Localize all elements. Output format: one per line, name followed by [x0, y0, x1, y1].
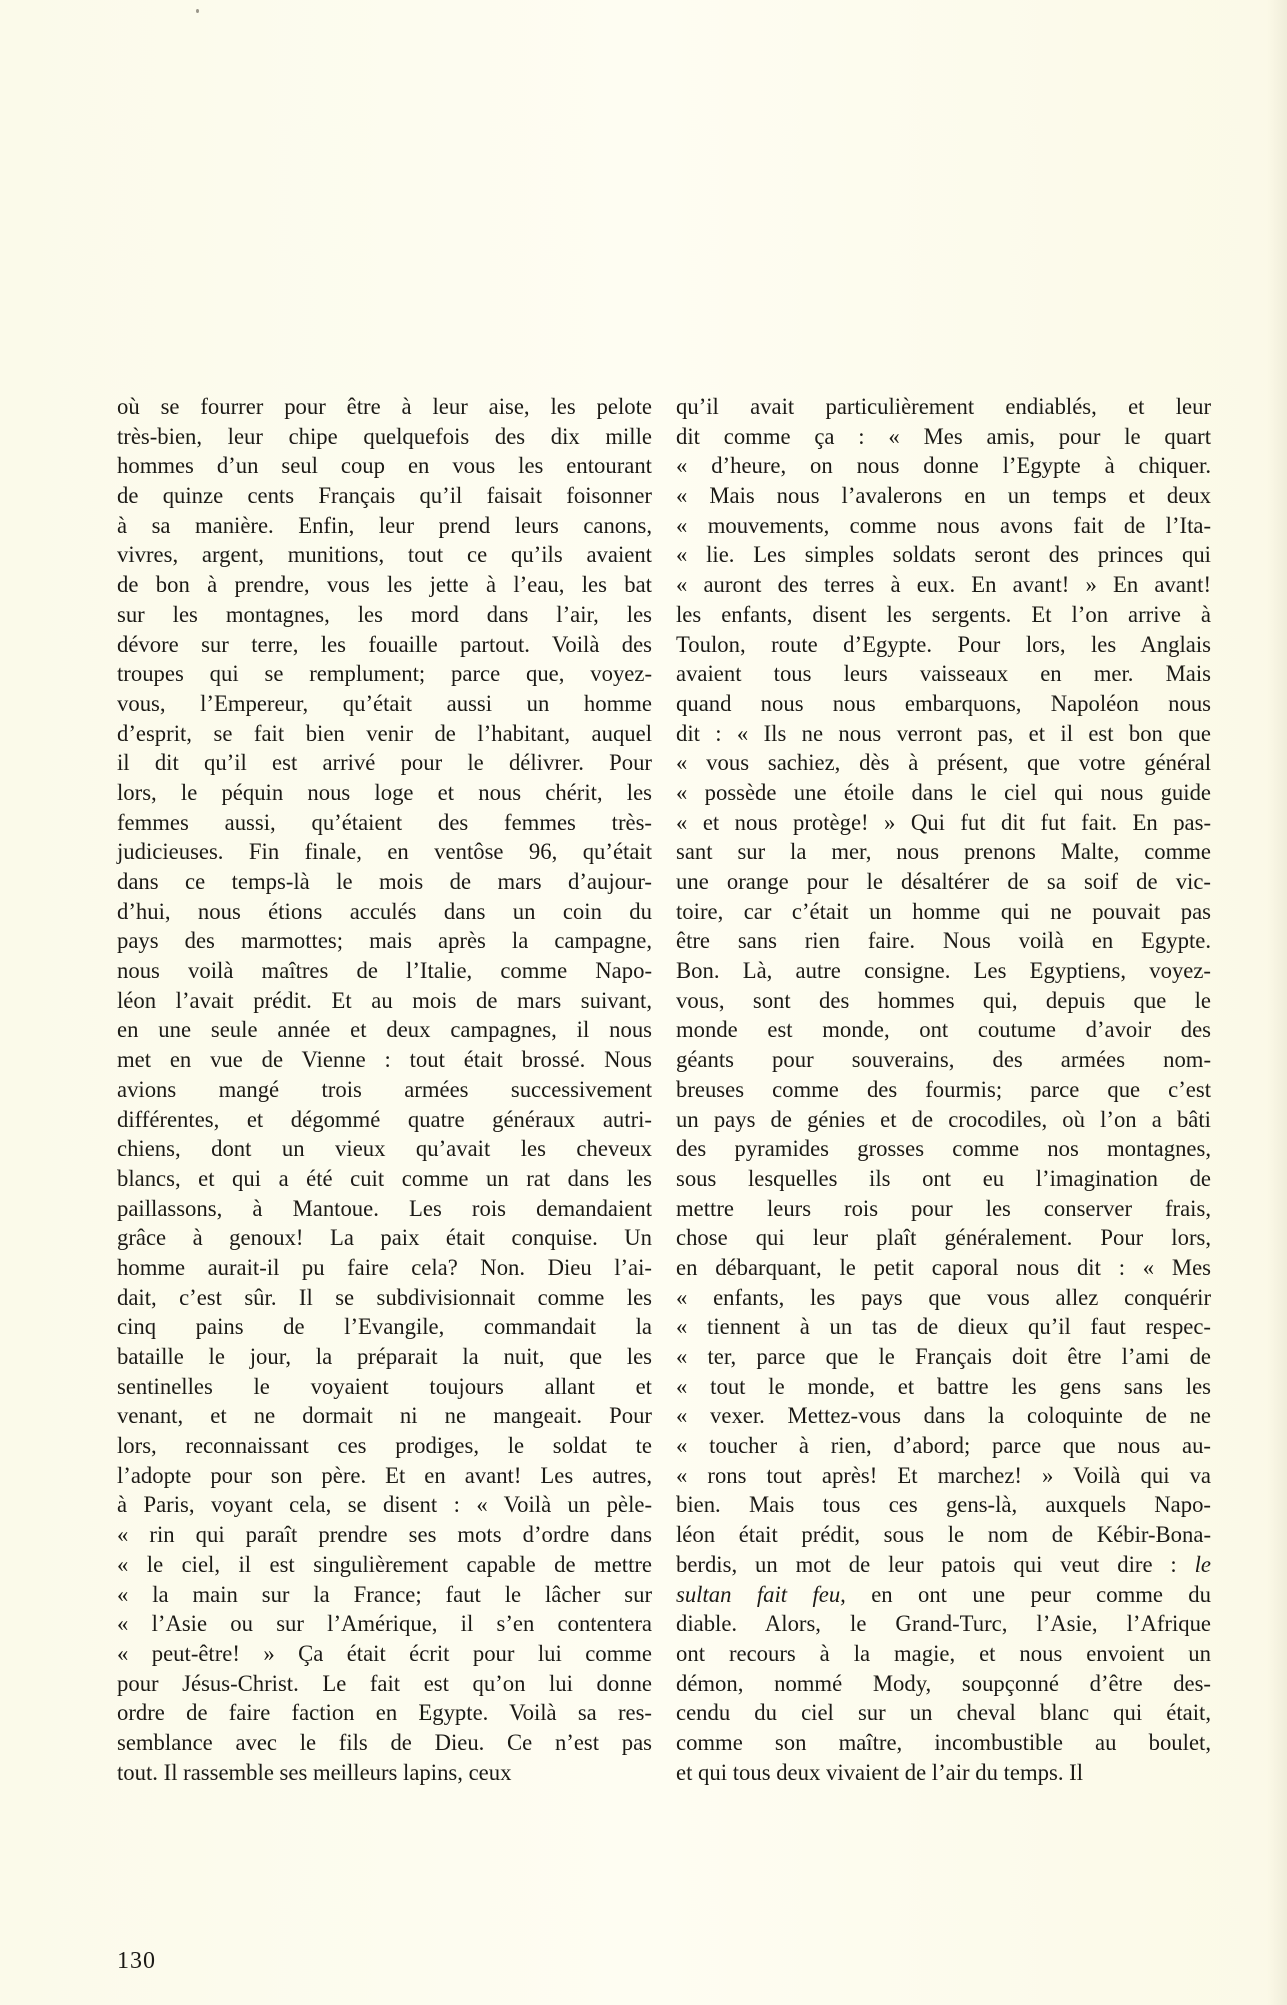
text-line: « vous sachiez, dès à présent, que votre général	[676, 750, 1211, 776]
text-line: les enfants, disent les sergents. Et l’on arrive à	[676, 601, 1211, 627]
text-line: « possède une étoile dans le ciel qui nous guide	[676, 779, 1211, 805]
text-line: sous lesquelles ils ont eu l’imagination de	[676, 1165, 1211, 1191]
text-line: en débarquant, le petit caporal nous dit : « Mes	[676, 1254, 1211, 1280]
text-line: « rin qui paraît prendre ses mots d’ordre dans	[117, 1522, 652, 1548]
text-line: léon l’avait prédit. Et au mois de mars suivant,	[117, 987, 652, 1013]
text-line: « lie. Les simples soldats seront des princes qui	[676, 542, 1211, 568]
text-line: en une seule année et deux campagnes, il nous	[117, 1017, 652, 1043]
text-line: lors, le péquin nous loge et nous chérit, les	[117, 779, 652, 805]
text-line: ordre de faire faction en Egypte. Voilà sa res-	[117, 1700, 652, 1726]
text-line: dit : « Ils ne nous verront pas, et il est bon que	[676, 720, 1211, 746]
text-line: cendu du ciel sur un cheval blanc qui était,	[676, 1700, 1211, 1726]
text-line: d’hui, nous étions acculés dans un coin du	[117, 898, 652, 924]
text-line: « auront des terres à eux. En avant! » En avant!	[676, 572, 1211, 598]
text-line: quand nous nous embarquons, Napoléon nous	[676, 690, 1211, 716]
text-line: vivres, argent, munitions, tout ce qu’ils avaient	[117, 542, 652, 568]
text-line: géants pour souverains, des armées nom-	[676, 1047, 1211, 1073]
text-line: diable. Alors, le Grand-Turc, l’Asie, l’Afrique	[676, 1611, 1211, 1637]
text-line: une orange pour le désaltérer de sa soif de vic-	[676, 869, 1211, 894]
text-line: « rons tout après! Et marchez! » Voilà qui va	[676, 1462, 1211, 1488]
text-line: à Paris, voyant cela, se disent : « Voilà un pèle-	[117, 1492, 652, 1518]
text-line: léon était prédit, sous le nom de Kébir-Bona-	[676, 1522, 1211, 1548]
paper-speck	[196, 9, 199, 13]
text-line: et qui tous deux vivaient de l’air du temps. Il	[676, 1759, 1084, 1785]
text-line: avions mangé trois armées successivement	[117, 1076, 652, 1102]
text-line: troupes qui se remplument; parce que, voyez-	[117, 661, 652, 687]
text-line: bataille le jour, la préparait la nuit, que les	[117, 1344, 652, 1369]
text-line: « Mais nous l’avalerons en un temps et deux	[676, 483, 1211, 509]
text-line: tout. Il rassemble ses meilleurs lapins, ceux	[117, 1759, 512, 1785]
text-line: met en vue de Vienne : tout était brossé. Nous	[117, 1047, 652, 1073]
text-line: vous, l’Empereur, qu’était aussi un homme	[117, 690, 652, 716]
text-line: il dit qu’il est arrivé pour le délivrer. Pour	[117, 750, 652, 776]
text-line: pour Jésus-Christ. Le fait est qu’on lui donne	[117, 1670, 652, 1696]
text-line: « et nous protège! » Qui fut dit fut fait. En pas-	[676, 809, 1211, 835]
text-line: dait, c’est sûr. Il se subdivisionnait comme les	[117, 1284, 652, 1310]
text-line: Bon. Là, autre consigne. Les Egyptiens, voyez-	[676, 958, 1211, 984]
page-number: 130	[117, 1948, 156, 1974]
text-line: lors, reconnaissant ces prodiges, le soldat te	[117, 1433, 652, 1459]
text-line: venant, et ne dormait ni ne mangeait. Pour	[117, 1403, 652, 1429]
text-line: un pays de génies et de crocodiles, où l’on a bâti	[676, 1106, 1211, 1132]
text-line: de bon à prendre, vous les jette à l’eau, les bat	[117, 572, 652, 598]
text-line: comme son maître, incombustible au boulet,	[676, 1729, 1211, 1755]
text-line: Toulon, route d’Egypte. Pour lors, les Anglais	[676, 631, 1211, 657]
text-line: dans ce temps-là le mois de mars d’aujour-	[117, 869, 652, 894]
text-line: sentinelles le voyaient toujours allant et	[117, 1373, 652, 1399]
text-line: avaient tous leurs vaisseaux en mer. Mais	[676, 661, 1211, 687]
text-line: « ter, parce que le Français doit être l’ami de	[676, 1344, 1211, 1369]
text-line: sant sur la mer, nous prenons Malte, comme	[676, 839, 1211, 865]
text-line: paillassons, à Mantoue. Les rois demandaient	[117, 1195, 652, 1221]
text-line: nous voilà maîtres de l’Italie, comme Napo-	[117, 958, 652, 984]
text-line: chose qui leur plaît généralement. Pour lors,	[676, 1225, 1211, 1251]
text-line: sultan fait feu, en ont une peur comme du	[676, 1581, 1211, 1607]
text-line: pays des marmottes; mais après la campagne,	[117, 928, 652, 954]
text-line: « tout le monde, et battre les gens sans les	[676, 1373, 1211, 1399]
text-line: monde est monde, ont coutume d’avoir des	[676, 1017, 1211, 1043]
text-line: cinq pains de l’Evangile, commandait la	[117, 1314, 652, 1340]
text-line: « vexer. Mettez-vous dans la coloquinte de ne	[676, 1403, 1211, 1429]
text-line: vous, sont des hommes qui, depuis que le	[676, 987, 1211, 1013]
page-edge-shadow	[1267, 0, 1287, 2005]
text-line: judicieuses. Fin finale, en ventôse 96, qu’était	[117, 839, 652, 865]
text-line: blancs, et qui a été cuit comme un rat dans les	[117, 1165, 652, 1191]
text-line: différentes, et dégommé quatre généraux autri-	[117, 1106, 652, 1132]
text-line: « peut-être! » Ça était écrit pour lui comme	[117, 1640, 652, 1666]
text-line: « mouvements, comme nous avons fait de l’Ita-	[676, 512, 1211, 538]
text-line: « la main sur la France; faut le lâcher sur	[117, 1581, 652, 1607]
text-line: où se fourrer pour être à leur aise, les pelote	[117, 394, 652, 419]
text-line: femmes aussi, qu’étaient des femmes très-	[117, 809, 652, 835]
text-line: toire, car c’était un homme qui ne pouvait pas	[676, 898, 1211, 924]
text-line: grâce à genoux! La paix était conquise. Un	[117, 1225, 652, 1251]
text-line: chiens, dont un vieux qu’avait les cheveux	[117, 1136, 652, 1162]
text-line: semblance avec le fils de Dieu. Ce n’est pas	[117, 1729, 652, 1755]
text-line: d’esprit, se fait bien venir de l’habitant, auquel	[117, 720, 652, 746]
text-line: hommes d’un seul coup en vous les entourant	[117, 453, 652, 479]
text-line: à sa manière. Enfin, leur prend leurs canons,	[117, 512, 652, 538]
text-line: « tiennent à un tas de dieux qu’il faut respec-	[676, 1314, 1211, 1340]
italic-text: sultan fait feu,	[676, 1581, 846, 1607]
text-line: l’adopte pour son père. Et en avant! Les autres,	[117, 1462, 652, 1488]
text-line: breuses comme des fourmis; parce que c’est	[676, 1076, 1211, 1102]
text-line: bien. Mais tous ces gens-là, auxquels Napo-	[676, 1492, 1211, 1518]
text-line: « d’heure, on nous donne l’Egypte à chiquer.	[676, 453, 1211, 479]
text-line: dit comme ça : « Mes amis, pour le quart	[676, 423, 1211, 449]
text-line: qu’il avait particulièrement endiablés, et leur	[676, 394, 1211, 419]
text-line: très-bien, leur chipe quelquefois des dix mille	[117, 423, 652, 449]
text-line: « l’Asie ou sur l’Amérique, il s’en contentera	[117, 1611, 652, 1637]
text-line: homme aurait-il pu faire cela? Non. Dieu l’ai-	[117, 1254, 652, 1280]
left-text-column	[117, 392, 652, 1787]
text-line: mettre leurs rois pour les conserver frais,	[676, 1195, 1211, 1221]
text-line: des pyramides grosses comme nos montagnes,	[676, 1136, 1211, 1162]
text-line: de quinze cents Français qu’il faisait foisonner	[117, 483, 652, 509]
text-line: « toucher à rien, d’abord; parce que nous au-	[676, 1433, 1211, 1459]
text-line: être sans rien faire. Nous voilà en Egypte.	[676, 928, 1211, 954]
right-text-column	[676, 392, 1211, 1787]
text-line: « le ciel, il est singulièrement capable de mettre	[117, 1551, 652, 1577]
text-line: berdis, un mot de leur patois qui veut dire : le	[676, 1551, 1211, 1577]
text-line: ont recours à la magie, et nous envoient un	[676, 1640, 1211, 1666]
text-line: sur les montagnes, les mord dans l’air, les	[117, 601, 652, 627]
italic-text: le	[1194, 1551, 1211, 1577]
text-line: dévore sur terre, les fouaille partout. Voilà des	[117, 631, 652, 657]
text-line: démon, nommé Mody, soupçonné d’être des-	[676, 1670, 1211, 1696]
text-line: « enfants, les pays que vous allez conquérir	[676, 1284, 1211, 1310]
